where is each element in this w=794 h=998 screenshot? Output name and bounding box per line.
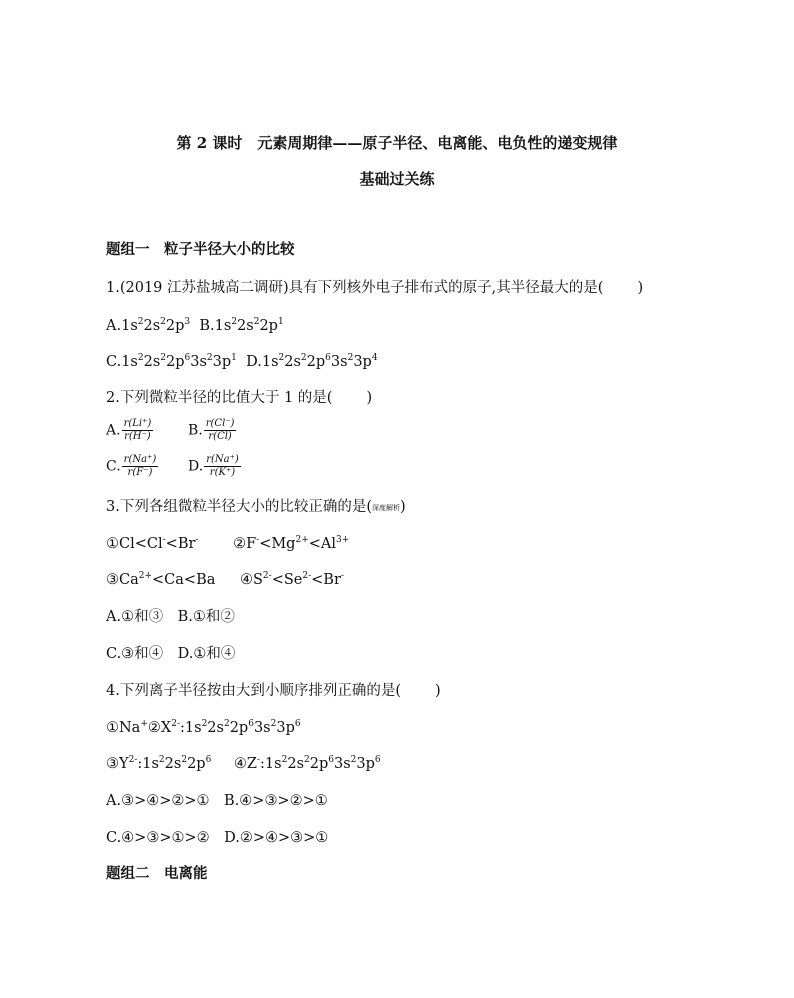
question-1-options-cd: $C.1s^22s^22p^63s^23p^1$ $D.1s^22s^22p^63s^23p^4$	[106, 353, 378, 370]
fraction-denominator: r(K⁺)	[209, 467, 236, 478]
question-4-options-ab: A.③>④>②>① B.④>③>②>①	[106, 793, 328, 809]
question-3-options-ab: A.①和③ B.①和②	[106, 609, 235, 625]
question-4-text: 4.下列离子半径按由大到小顺序排列正确的是(	[106, 683, 401, 699]
page-subtitle: 基础过关练	[359, 170, 435, 188]
question-3-stem	[106, 497, 406, 518]
fraction-numerator: r(Na⁺)	[206, 454, 239, 465]
option-c-label: C.	[106, 354, 122, 370]
question-1-text: 1.(2019 江苏盐城高二调研)具有下列核外电子排布式的原子,其半径最大的是(	[106, 280, 604, 296]
question-4-options-cd: C.④>③>①>② D.②>④>③>①	[106, 830, 329, 846]
option-a-label: A.	[106, 422, 121, 439]
question-4-stem	[106, 681, 441, 701]
question-3-items-1-2: ①Cl<Cl-<Br- $②F^-<Mg^{2+}<Al^{3+}$	[106, 535, 350, 552]
question-3-items-3-4: $③Ca^{2+}<Ca<Ba$ $④S^{2-}<Se^{2-}<Br^-$	[106, 571, 344, 588]
fraction-denominator: r(Cl)	[208, 431, 232, 442]
question-2-option-a	[106, 418, 153, 443]
option-a-label: A.	[106, 318, 122, 334]
question-2-option-c	[106, 454, 158, 479]
question-4-items-1-2: $①Na^+②X^{2-}:1s^22s^22p^63s^23p^6$	[106, 719, 301, 736]
question-4-items-3-4: $③Y^{2-}:1s^22s^22p^6$ $④Z^-:1s^22s^22p^63s^23p^6$	[106, 755, 381, 772]
option-d-label: D.	[188, 458, 204, 475]
fraction-denominator: r(F⁻)	[127, 467, 153, 478]
question-3-options-cd: C.③和④ D.①和④	[106, 646, 236, 662]
question-3-tag: 深度解析	[372, 504, 400, 512]
option-c-label: C.	[106, 458, 121, 475]
question-2-close: )	[366, 390, 373, 406]
option-b-label: B.	[188, 422, 203, 439]
fraction-denominator: r(H⁻)	[124, 431, 151, 442]
question-2-option-b	[188, 418, 236, 443]
fraction-numerator: r(Cl⁻)	[205, 418, 235, 429]
question-1-options-ab: $A.1s^22s^22p^3$ $B.1s^22s^22p^1$	[106, 317, 284, 334]
question-4-close: )	[435, 683, 441, 699]
option-b-label: B.	[199, 318, 215, 334]
question-2-option-d	[188, 454, 241, 479]
group-heading-1: 题组一 粒子半径大小的比较	[106, 241, 295, 258]
question-1-close: )	[637, 280, 644, 296]
question-2-text: 2.下列微粒半径的比值大于 1 的是(	[106, 390, 333, 406]
fraction-numerator: r(Li⁺)	[123, 418, 152, 429]
question-2-stem	[106, 388, 372, 408]
page-title: 第 2 课时 元素周期律——原子半径、电离能、电负性的递变规律	[176, 134, 618, 152]
question-3-text: 3.下列各组微粒半径大小的比较正确的是(	[106, 499, 372, 515]
question-3-close: )	[400, 499, 406, 515]
fraction-numerator: r(Na⁺)	[123, 454, 157, 465]
option-d-label: D.	[246, 354, 262, 370]
question-1-stem	[106, 278, 643, 298]
group-heading-2: 题组二 电离能	[106, 865, 208, 882]
